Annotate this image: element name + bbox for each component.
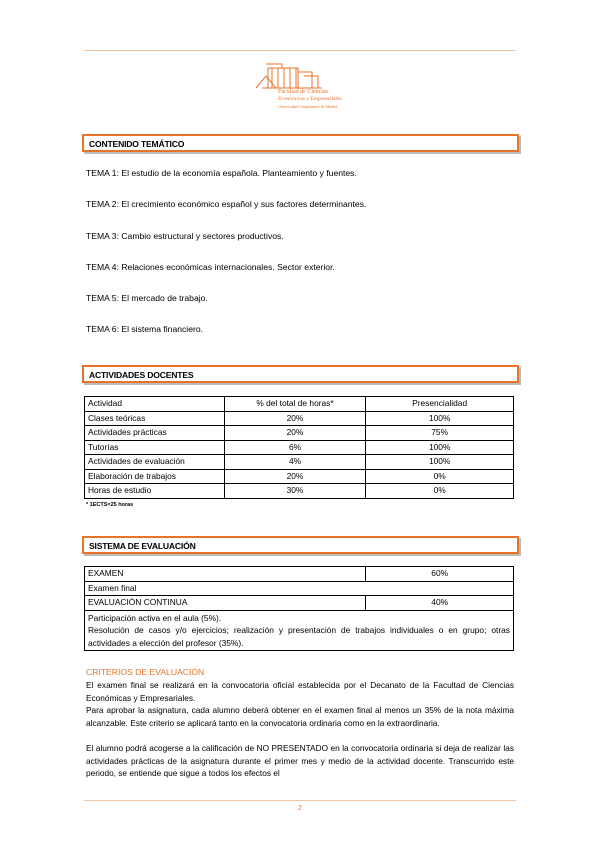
cell-actividad: Clases teóricas xyxy=(85,411,225,426)
cell-actividad: Actividades de evaluación xyxy=(85,455,225,470)
evaluacion-table xyxy=(84,566,514,651)
table-row xyxy=(85,469,514,484)
cell-presencialidad: 100% xyxy=(366,411,514,426)
table-row xyxy=(85,610,514,651)
header-presencialidad: Presencialidad xyxy=(366,397,514,412)
continua-detail-2: Resolución de casos y/o ejercicios; realización y presentación de trabajos individuales o en grupo; otras actividades a elección del profesor (35%). xyxy=(88,625,510,648)
cell-presencialidad: 0% xyxy=(366,469,514,484)
table-row xyxy=(85,596,514,611)
tema-2: TEMA 2: El crecimiento económico español y sus factores determinantes. xyxy=(86,199,367,209)
examen-value: 60% xyxy=(366,567,514,582)
cell-porcentaje: 20% xyxy=(224,411,366,426)
cell-porcentaje: 30% xyxy=(224,484,366,499)
header-rule xyxy=(84,50,516,51)
continua-label: EVALUACIÓN CONTINUA xyxy=(85,596,366,611)
actividades-table xyxy=(84,396,514,499)
table-row xyxy=(85,484,514,499)
cell-porcentaje: 20% xyxy=(224,426,366,441)
examen-final: Examen final xyxy=(85,581,514,596)
continua-value: 40% xyxy=(366,596,514,611)
cell-actividad: Actividades prácticas xyxy=(85,426,225,441)
cell-actividad: Horas de estudio xyxy=(85,484,225,499)
examen-label: EXAMEN xyxy=(85,567,366,582)
tema-6: TEMA 6: El sistema financiero. xyxy=(86,324,204,334)
table-header-row xyxy=(85,397,514,412)
header-actividad: Actividad xyxy=(85,397,225,412)
cell-actividad: Elaboración de trabajos xyxy=(85,469,225,484)
table-row xyxy=(85,426,514,441)
tema-1: TEMA 1: El estudio de la economía española. Planteamiento y fuentes. xyxy=(86,168,357,178)
logo-line-2: Económicas y Empresariales xyxy=(278,96,342,102)
logo-line-1: Facultad de Ciencias xyxy=(278,89,328,95)
cell-presencialidad: 100% xyxy=(366,455,514,470)
table-row xyxy=(85,567,514,582)
continua-detail-1: Participación activa en el aula (5%). xyxy=(88,612,222,623)
table-row xyxy=(85,440,514,455)
section-actividades-docentes: ACTIVIDADES DOCENTES xyxy=(82,365,519,383)
table-row xyxy=(85,581,514,596)
cell-actividad: Tutorías xyxy=(85,440,225,455)
page-number: 2 xyxy=(298,805,302,812)
criterios-paragraph-2: Para aprobar la asignatura, cada alumno deberá obtener en el examen final al menos un 35% de la nota máxima alcanzable. Este criterio se aplicará tanto en la convocatoria ordinaria como en la extraordinaria. xyxy=(86,705,514,728)
cell-presencialidad: 75% xyxy=(366,426,514,441)
table-row xyxy=(85,411,514,426)
footer-rule xyxy=(84,800,516,801)
tema-4: TEMA 4: Relaciones económicas internacionales. Sector exterior. xyxy=(86,262,335,272)
tema-5: TEMA 5: El mercado de trabajo. xyxy=(86,293,208,303)
section-sistema-evaluacion: SISTEMA DE EVALUACIÓN xyxy=(82,536,519,554)
cell-presencialidad: 100% xyxy=(366,440,514,455)
cell-porcentaje: 6% xyxy=(224,440,366,455)
logo-text xyxy=(278,89,342,110)
cell-porcentaje: 4% xyxy=(224,455,366,470)
criterios-paragraph-3: El alumno podrá acogerse a la calificación de NO PRESENTADO en la convocatoria ordinaria si deja de realizar las actividades prácticas de la asignatura durante el primer mes y medio de la actividad docente. Transcurrido este periodo, se entiende que sigue a todos los efectos el xyxy=(86,743,514,778)
header-porcentaje: % del total de horas* xyxy=(224,397,366,412)
continua-detail-cell xyxy=(85,610,514,651)
cell-presencialidad: 0% xyxy=(366,484,514,499)
section-contenido-tematico: CONTENIDO TEMÁTICO xyxy=(82,134,519,152)
criterios-title: CRITERIOS DE EVALUACIÓN xyxy=(86,667,205,677)
table-row xyxy=(85,455,514,470)
cell-porcentaje: 20% xyxy=(224,469,366,484)
logo-line-3: Universidad Complutense de Madrid xyxy=(278,104,338,109)
ects-note: * 1ECTS=25 horas xyxy=(86,502,134,508)
tema-3: TEMA 3: Cambio estructural y sectores productivos. xyxy=(86,231,284,241)
criterios-paragraph-1: El examen final se realizará en la convocatoria oficial establecida por el Decanato de la Facultad de Ciencias Económicas y Empresariales. xyxy=(86,680,514,703)
